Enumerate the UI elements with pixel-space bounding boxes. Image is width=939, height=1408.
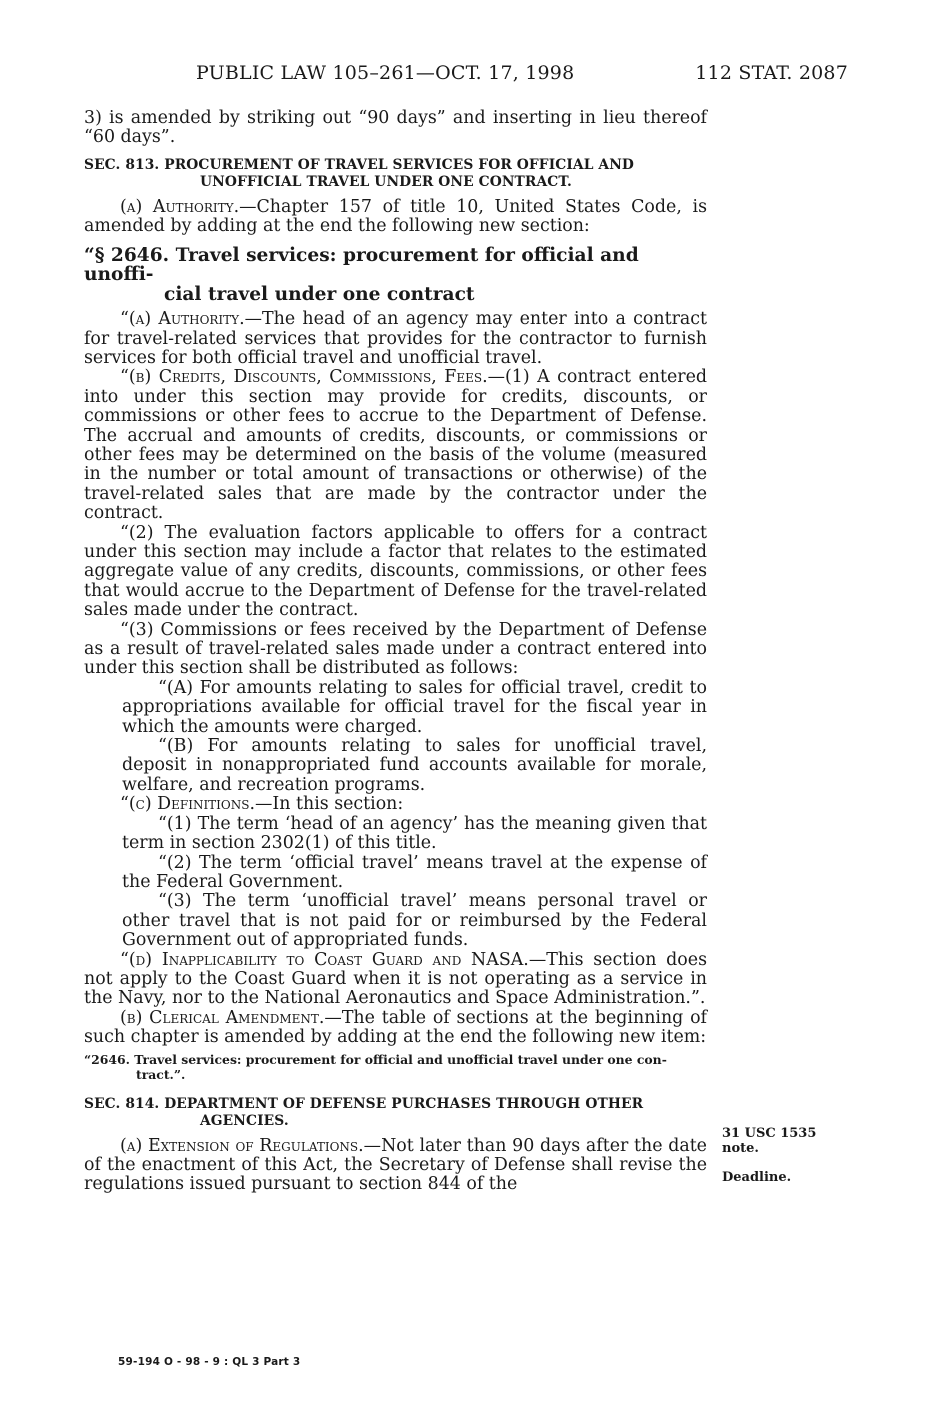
margin-note-deadline: Deadline.: [722, 1170, 792, 1185]
statute-page-number: 112 STAT. 2087: [695, 62, 848, 84]
definition-official-travel: “(2) The term ‘official travel’ means travel at the expense of the Federal Government.: [122, 852, 707, 892]
definition-head-of-agency: “(1) The term ‘head of an agency’ has the meaning given that term in section 2302(1) of this title.: [122, 813, 707, 854]
section-814-heading-line1: SEC. 814. DEPARTMENT OF DEFENSE PURCHASES THROUGH OTHER: [84, 1095, 644, 1112]
public-law-citation: PUBLIC LAW 105–261—OCT. 17, 1998: [196, 62, 575, 84]
section-814-a-label: (a) Extension of Regulations.: [120, 1135, 364, 1156]
subsection-b-paragraph-2: “(2) The evaluation factors applicable to offers for a contract under this section may include a factor that relates to the estimated aggregate value of any credits, discounts, commissions, or other fees that would accrue to the Department of Defense for the travel-related sales made under the contract.: [84, 522, 707, 621]
subsection-d-label: “(d) Inapplicability to Coast Guard and NASA.: [120, 949, 529, 970]
subsection-a-label: “(a) Authority.: [120, 309, 245, 330]
subsection-a-authority: [84, 310, 707, 368]
section-813-b-clerical: [84, 1009, 707, 1048]
subsection-b-text: —(1) A contract entered into under this section may provide for credits, discounts, or commissions or other fees to accrue to the Department of Defense. The accrual and amounts of credits, discounts, or commissions or other fees may be determined on the basis of the volume (measured in the number or total amount of transactions or otherwise) of the travel-related sales that are made by the contractor under the contract.: [84, 367, 707, 524]
subsection-c-label: “(c) Definitions.: [120, 794, 256, 815]
section-814-a-text: —Not later than 90 days after the date of the enactment of this Act, the Secretary of Defense shall revise the regulations issued pursuant to section 844 of the: [84, 1135, 707, 1195]
section-813-heading-line2: UNOFFICIAL TRAVEL UNDER ONE CONTRACT.: [200, 173, 572, 190]
new-section-2646-title-line2: cial travel under one contract: [164, 283, 475, 305]
section-814-heading: [84, 1096, 707, 1130]
section-813-heading: [84, 157, 707, 191]
running-header: [196, 62, 848, 88]
margin-note-usc: [722, 1126, 822, 1156]
subsection-b-credits: [84, 368, 707, 523]
subsection-c-definitions: [84, 795, 707, 814]
subsection-b-paragraph-3: “(3) Commissions or fees received by the Department of Defense as a result of travel-related sales made under a contract entered into under this section shall be distributed as follows:: [84, 619, 707, 679]
subsection-b-label: “(b) Credits, Discounts, Commissions, Fees.: [120, 367, 488, 388]
subsection-d-text: —This section does not apply to the Coast Guard when it is not operating as a service in the Navy, nor to the National Aeronautics and Space Administration.”.: [84, 949, 707, 1009]
subsection-d-inapplicability: [84, 951, 707, 1009]
margin-note-usc-line1: 31 USC 1535: [722, 1126, 817, 1141]
section-813-heading-line1: SEC. 813. PROCUREMENT OF TRAVEL SERVICES FOR OFFICIAL AND: [84, 156, 634, 173]
section-813-a: [84, 198, 707, 237]
section-813-a-label: (a) Authority.: [120, 196, 240, 217]
table-of-sections-item: [84, 1052, 707, 1082]
subsection-b-3-A: “(A) For amounts relating to sales for official travel, credit to appropriations available for official travel for the fiscal year in which the amounts were charged.: [122, 677, 707, 737]
main-text-column: [84, 109, 707, 1195]
toc-item-line1: “2646. Travel services: procurement for official and unofficial travel under one con-: [84, 1051, 667, 1067]
print-code-footer: 59-194 O - 98 - 9 : QL 3 Part 3: [118, 1356, 301, 1368]
toc-item-line2: tract.”.: [136, 1066, 186, 1082]
continuation-paragraph: 3) is amended by striking out “90 days” and inserting in lieu thereof “60 days”.: [84, 108, 707, 148]
subsection-c-text: —In this section:: [255, 794, 404, 815]
section-814-heading-line2: AGENCIES.: [200, 1112, 289, 1129]
section-814-a: [84, 1137, 707, 1195]
definition-unofficial-travel: “(3) The term ‘unofficial travel’ means personal travel or other travel that is not paid for or reimbursed by the Federal Government out of appropriated funds.: [122, 891, 707, 951]
subsection-b-3-B: “(B) For amounts relating to sales for unofficial travel, deposit in nonappropriated fund accounts available for morale, welfare, and recreation programs.: [122, 736, 707, 795]
new-section-2646-title: [84, 246, 707, 305]
section-813-b-text: —The table of sections at the beginning of such chapter is amended by adding at the end the following new item:: [84, 1007, 707, 1048]
subsection-a-text: —The head of an agency may enter into a contract for travel-related services that provides for the contractor to furnish services for both official travel and unofficial travel.: [84, 309, 707, 368]
section-813-b-label: (b) Clerical Amendment.: [120, 1007, 325, 1028]
new-section-2646-title-line1: “§ 2646. Travel services: procurement for official and unoffi-: [84, 244, 639, 286]
section-813-a-text: —Chapter 157 of title 10, United States Code, is amended by adding at the end the following new section:: [84, 196, 707, 237]
margin-note-usc-line2: note.: [722, 1141, 759, 1156]
